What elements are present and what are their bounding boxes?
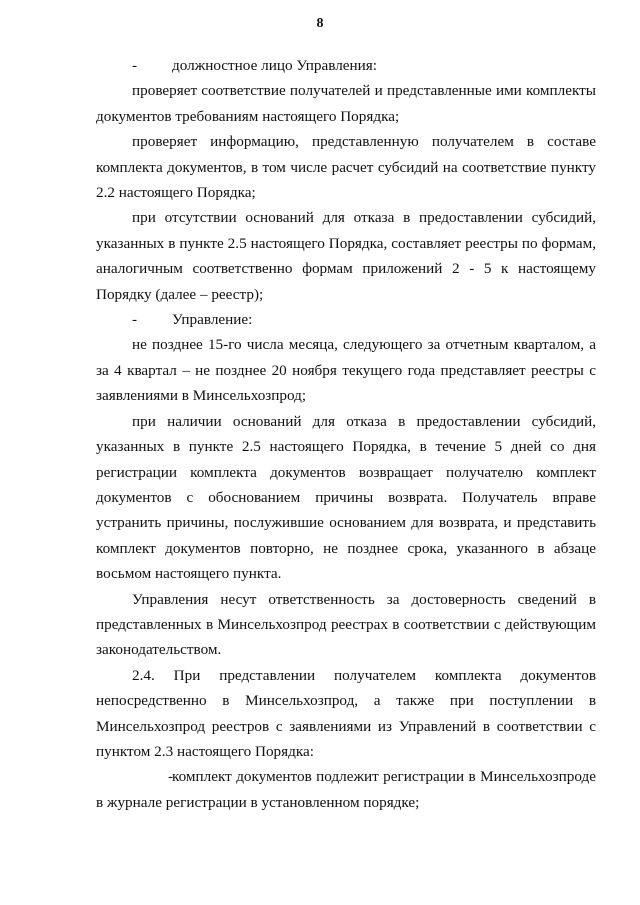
- list-dash: -: [168, 768, 174, 786]
- paragraph: проверяет соответствие получателей и представленные ими комплекты документов требованиям настоящего Порядка;: [96, 82, 596, 125]
- paragraph-text: Управление:: [172, 311, 253, 329]
- paragraph: проверяет информацию, представленную получателем в составе комплекта документов, в том числе расчет субсидий на соответствие пункту 2.2 настоящего Порядка;: [96, 133, 596, 202]
- list-dash: -: [132, 57, 138, 74]
- paragraph-text: комплект документов подлежит регистрации в Минсельхозпроде в журнале регистрации в установленном порядке;: [96, 768, 596, 811]
- paragraph-dash-registration: [96, 764, 596, 815]
- list-dash: -: [132, 311, 138, 329]
- paragraph: при отсутствии оснований для отказа в предоставлении субсидий, указанных в пункте 2.5 настоящего Порядка, составляет реестры по формам, аналогичным соответственно формам приложений 2 - 5 к настоящему Порядку (далее – реестр);: [96, 209, 596, 303]
- document-body: [96, 53, 596, 815]
- paragraph-dash-administration: [96, 307, 596, 332]
- paragraph-section-2-4: 2.4. При представлении получателем комплекта документов непосредственно в Минсельхозпрод, а также при поступлении в Минсельхозпрод реестров с заявлениями из Управлений в соответствии с пунктом 2.3 настоящего Порядка:: [96, 666, 596, 760]
- page-number: 8: [316, 16, 324, 31]
- paragraph-dash-official: [96, 53, 596, 78]
- paragraph-text: должностное лицо Управления:: [172, 57, 377, 74]
- paragraph: не позднее 15-го числа месяца, следующего за отчетным кварталом, а за 4 квартал – не позднее 20 ноября текущего года представляет реестры с заявлениями в Минсельхозпрод;: [96, 336, 596, 405]
- paragraph: при наличии оснований для отказа в предоставлении субсидий, указанных в пункте 2.5 настоящего Порядка, в течение 5 дней со дня регистрации комплекта документов возвращает получателю комплект документов с обоснованием причины возврата. Получатель вправе устранить причины, послужившие основанием для возврата, и представить комплект документов повторно, не позднее срока, указанного в абзаце восьмом настоящего пункта.: [96, 412, 596, 583]
- paragraph: Управления несут ответственность за достоверность сведений в представленных в Минсельхозпрод реестрах в соответствии с действующим законодательством.: [96, 590, 596, 659]
